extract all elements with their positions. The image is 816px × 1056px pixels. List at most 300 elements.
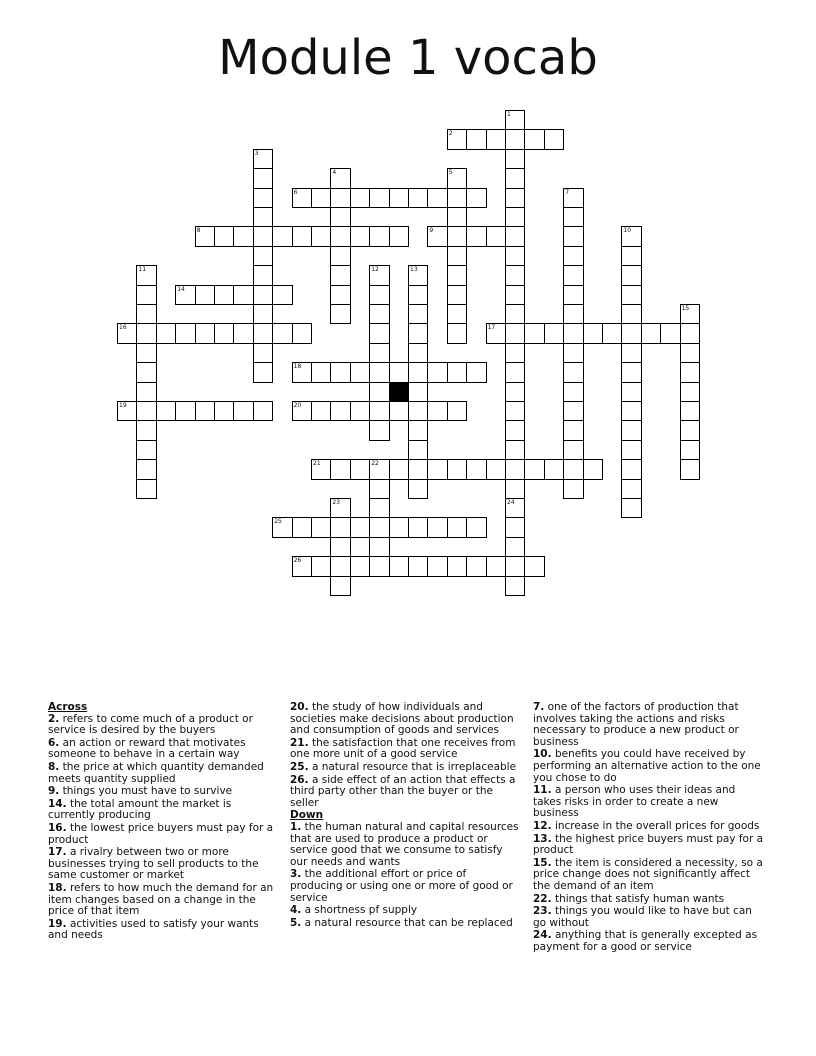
grid-cell[interactable] xyxy=(136,285,156,305)
grid-cell[interactable] xyxy=(233,323,253,343)
grid-cell[interactable] xyxy=(505,207,525,227)
grid-cell[interactable] xyxy=(389,517,409,537)
grid-cell[interactable] xyxy=(447,226,467,246)
down-clue-23: 23. things you would like to have but can go without xyxy=(533,905,752,929)
grid-cell[interactable] xyxy=(505,323,525,343)
grid-cell[interactable] xyxy=(175,401,195,421)
grid-cell[interactable] xyxy=(505,265,525,285)
grid-cell[interactable] xyxy=(369,188,389,208)
grid-cell[interactable] xyxy=(563,343,583,363)
grid-cell[interactable] xyxy=(408,323,428,343)
clue-label: 17. xyxy=(48,846,67,859)
across-clue-9: 9. things you must have to survive xyxy=(48,785,233,798)
grid-cell[interactable] xyxy=(253,226,273,246)
grid-cell[interactable] xyxy=(369,343,389,363)
grid-cell[interactable] xyxy=(680,362,700,382)
across-clue-8: 8. the price at which quantity demanded meets quantity supplied xyxy=(48,760,264,785)
grid-cell[interactable] xyxy=(292,226,312,246)
grid-cell[interactable] xyxy=(563,207,583,227)
grid-cell[interactable] xyxy=(330,517,350,537)
grid-cell[interactable] xyxy=(563,401,583,421)
clue-label: 11. xyxy=(533,784,552,797)
grid-cell[interactable] xyxy=(389,459,409,479)
grid-cell[interactable] xyxy=(563,382,583,402)
grid-cell[interactable] xyxy=(563,479,583,499)
grid-cell[interactable] xyxy=(272,285,292,305)
grid-cell[interactable] xyxy=(447,459,467,479)
grid-cell[interactable] xyxy=(369,479,389,499)
grid-cell[interactable] xyxy=(621,459,641,479)
grid-cell[interactable] xyxy=(466,362,486,382)
grid-cell[interactable] xyxy=(330,304,350,324)
clue-label: 21. xyxy=(290,736,309,749)
grid-cell[interactable] xyxy=(253,362,273,382)
grid-cell[interactable] xyxy=(505,246,525,266)
grid-cell[interactable] xyxy=(330,576,350,596)
grid-cell[interactable] xyxy=(447,265,467,285)
grid-cell[interactable] xyxy=(621,265,641,285)
grid-cell[interactable] xyxy=(524,459,544,479)
grid-cell[interactable] xyxy=(195,285,215,305)
grid-cell[interactable] xyxy=(408,401,428,421)
clue-number: 26 xyxy=(293,557,302,565)
grid-cell[interactable] xyxy=(486,226,506,246)
clue-label: 5. xyxy=(290,916,302,929)
grid-cell[interactable] xyxy=(505,498,525,518)
grid-cell[interactable] xyxy=(330,188,350,208)
grid-cell[interactable] xyxy=(117,323,137,343)
grid-cell[interactable] xyxy=(292,362,312,382)
clue-number: 22 xyxy=(371,460,379,468)
grid-cell[interactable] xyxy=(253,343,273,363)
across-clue-25: 25. a natural resource that is irreplaceable xyxy=(290,760,517,773)
grid-cell[interactable] xyxy=(447,304,467,324)
grid-cell[interactable] xyxy=(408,382,428,402)
grid-cell[interactable] xyxy=(641,323,661,343)
grid-cell[interactable] xyxy=(136,459,156,479)
clue-label: 19. xyxy=(48,917,67,930)
grid-cell[interactable] xyxy=(563,265,583,285)
grid-cell[interactable] xyxy=(680,304,700,324)
grid-cell[interactable] xyxy=(408,265,428,285)
grid-cell[interactable] xyxy=(524,129,544,149)
clue-number: 9 xyxy=(429,227,434,235)
grid-cell[interactable] xyxy=(253,188,273,208)
clue-number: 11 xyxy=(138,266,147,274)
grid-cell[interactable] xyxy=(272,226,292,246)
grid-cell[interactable] xyxy=(292,323,312,343)
grid-cell[interactable] xyxy=(466,226,486,246)
grid-cell[interactable] xyxy=(330,226,350,246)
grid-cell[interactable] xyxy=(292,401,312,421)
clue-label: 25. xyxy=(290,760,309,773)
grid-cell[interactable] xyxy=(505,537,525,557)
grid-cell[interactable] xyxy=(524,556,544,576)
grid-cell[interactable] xyxy=(486,129,506,149)
grid-cell[interactable] xyxy=(621,479,641,499)
grid-cell[interactable] xyxy=(292,556,312,576)
grid-cell[interactable] xyxy=(136,265,156,285)
clue-number: 23 xyxy=(332,499,341,506)
grid-cell[interactable] xyxy=(408,459,428,479)
grid-cell[interactable] xyxy=(214,323,234,343)
grid-cell[interactable] xyxy=(505,459,525,479)
grid-cell[interactable] xyxy=(195,226,215,246)
grid-cell[interactable] xyxy=(330,401,350,421)
down-heading: Down xyxy=(290,809,324,822)
grid-cell[interactable] xyxy=(408,188,428,208)
grid-cell[interactable] xyxy=(505,285,525,305)
grid-cell[interactable] xyxy=(136,401,156,421)
grid-cell[interactable] xyxy=(621,226,641,246)
grid-cell[interactable] xyxy=(408,343,428,363)
grid-cell[interactable] xyxy=(447,556,467,576)
grid-cell[interactable] xyxy=(563,323,583,343)
clue-label: 9. xyxy=(48,785,60,798)
grid-cell[interactable] xyxy=(505,556,525,576)
grid-cell[interactable] xyxy=(408,440,428,460)
clue-number: 1 xyxy=(507,111,511,118)
grid-cell[interactable] xyxy=(330,265,350,285)
grid-cell[interactable] xyxy=(447,323,467,343)
grid-cell[interactable] xyxy=(563,362,583,382)
grid-cell[interactable] xyxy=(195,323,215,343)
grid-cell[interactable] xyxy=(621,323,641,343)
clue-number: 15 xyxy=(681,305,690,312)
grid-cell[interactable] xyxy=(680,459,700,479)
grid-cell[interactable] xyxy=(389,226,409,246)
grid-cell[interactable] xyxy=(680,382,700,402)
clue-number: 2 xyxy=(448,130,453,138)
grid-cell[interactable] xyxy=(369,498,389,518)
grid-cell[interactable] xyxy=(253,246,273,266)
clue-label: 3. xyxy=(290,868,302,881)
grid-cell[interactable] xyxy=(408,420,428,440)
grid-cell[interactable] xyxy=(505,168,525,188)
grid-cell[interactable] xyxy=(350,459,370,479)
grid-cell[interactable] xyxy=(136,382,156,402)
grid-cell[interactable] xyxy=(408,556,428,576)
grid-cell[interactable] xyxy=(253,265,273,285)
clue-number: 3 xyxy=(254,149,259,157)
grid-cell[interactable] xyxy=(233,226,253,246)
clue-label: 20. xyxy=(290,701,309,713)
grid-cell[interactable] xyxy=(350,188,370,208)
grid-cell[interactable] xyxy=(602,323,622,343)
grid-cell[interactable] xyxy=(330,362,350,382)
grid-cell[interactable] xyxy=(175,285,195,305)
grid-cell[interactable] xyxy=(233,285,253,305)
grid-cell[interactable] xyxy=(466,556,486,576)
across-clue-14: 14. the total amount the market is currently producing xyxy=(48,797,232,822)
grid-cell[interactable] xyxy=(505,517,525,537)
grid-cell[interactable] xyxy=(369,323,389,343)
grid-cell[interactable] xyxy=(408,479,428,499)
grid-cell[interactable] xyxy=(330,246,350,266)
clue-number: 12 xyxy=(371,266,379,274)
grid-cell[interactable] xyxy=(563,226,583,246)
grid-cell[interactable] xyxy=(330,207,350,227)
grid-cell[interactable] xyxy=(427,226,447,246)
grid-cell[interactable] xyxy=(369,517,389,537)
clue-number: 4 xyxy=(332,169,337,177)
grid-cell[interactable] xyxy=(621,285,641,305)
grid-cell[interactable] xyxy=(408,517,428,537)
grid-cell[interactable] xyxy=(311,517,331,537)
grid-cell[interactable] xyxy=(563,440,583,460)
grid-cell[interactable] xyxy=(369,382,389,402)
grid-cell[interactable] xyxy=(466,129,486,149)
grid-cell[interactable] xyxy=(466,188,486,208)
grid-cell[interactable] xyxy=(505,343,525,363)
grid-cell[interactable] xyxy=(272,517,292,537)
grid-cell[interactable] xyxy=(350,226,370,246)
grid-cell[interactable] xyxy=(233,401,253,421)
grid-cell[interactable] xyxy=(408,304,428,324)
clue-column-2 xyxy=(290,702,522,930)
grid-cell[interactable] xyxy=(621,401,641,421)
grid-cell[interactable] xyxy=(369,556,389,576)
clue-label: 14. xyxy=(48,797,67,810)
clue-column-3 xyxy=(533,702,765,954)
grid-cell[interactable] xyxy=(253,285,273,305)
grid-cell[interactable] xyxy=(175,323,195,343)
across-clue-2: 2. refers to come much of a product or service is desired by the buyers xyxy=(48,712,253,737)
grid-cell[interactable] xyxy=(621,498,641,518)
grid-cell[interactable] xyxy=(253,304,273,324)
grid-cell[interactable] xyxy=(447,362,467,382)
clue-number: 25 xyxy=(274,518,282,526)
grid-cell[interactable] xyxy=(369,459,389,479)
down-clue-5: 5. a natural resource that can be replaced xyxy=(290,916,513,929)
clue-label: 10. xyxy=(533,748,552,761)
grid-cell[interactable] xyxy=(253,323,273,343)
grid-cell[interactable] xyxy=(447,129,467,149)
grid-cell[interactable] xyxy=(563,420,583,440)
across-clue-17: 17. a rivalry between two or more businesses trying to sell products to the same customer or market xyxy=(48,846,259,882)
grid-cell[interactable] xyxy=(214,226,234,246)
grid-cell[interactable] xyxy=(621,420,641,440)
grid-cell[interactable] xyxy=(583,323,603,343)
grid-cell[interactable] xyxy=(369,420,389,440)
grid-cell[interactable] xyxy=(505,304,525,324)
grid-cell[interactable] xyxy=(330,498,350,518)
grid-cell[interactable] xyxy=(136,479,156,499)
grid-cell[interactable] xyxy=(330,537,350,557)
grid-cell[interactable] xyxy=(369,285,389,305)
across-clue-21: 21. the satisfaction that one receives from one more unit of a good service xyxy=(290,736,516,761)
grid-cell[interactable] xyxy=(408,362,428,382)
grid-cell[interactable] xyxy=(369,265,389,285)
grid-cell[interactable] xyxy=(680,343,700,363)
grid-cell[interactable] xyxy=(156,401,176,421)
grid-cell[interactable] xyxy=(447,188,467,208)
grid-cell[interactable] xyxy=(136,440,156,460)
grid-cell[interactable] xyxy=(563,246,583,266)
grid-cell[interactable] xyxy=(350,556,370,576)
grid-cell[interactable] xyxy=(253,149,273,169)
grid-cell[interactable] xyxy=(253,401,273,421)
grid-cell[interactable] xyxy=(621,382,641,402)
grid-cell[interactable] xyxy=(350,362,370,382)
clue-label: 23. xyxy=(533,905,552,918)
down-clue-13: 13. the highest price buyers must pay for a product xyxy=(533,832,764,857)
grid-cell[interactable] xyxy=(427,459,447,479)
grid-cell[interactable] xyxy=(369,401,389,421)
grid-cell[interactable] xyxy=(466,517,486,537)
grid-cell[interactable] xyxy=(486,459,506,479)
grid-cell[interactable] xyxy=(389,188,409,208)
grid-cell[interactable] xyxy=(680,440,700,460)
grid-cell[interactable] xyxy=(330,285,350,305)
grid-cell[interactable] xyxy=(253,168,273,188)
grid-cell[interactable] xyxy=(505,110,525,130)
clue-label: 4. xyxy=(290,904,302,917)
page-title: Module 1 vocab xyxy=(218,30,598,86)
clue-label: 1. xyxy=(290,820,302,833)
grid-cell[interactable] xyxy=(117,401,137,421)
clue-label: 16. xyxy=(48,821,67,834)
grid-cell[interactable] xyxy=(505,401,525,421)
clue-label: 8. xyxy=(48,760,60,773)
grid-cell[interactable] xyxy=(427,517,447,537)
grid-cell[interactable] xyxy=(292,517,312,537)
grid-cell[interactable] xyxy=(544,129,564,149)
grid-cell[interactable] xyxy=(505,440,525,460)
grid-cell[interactable] xyxy=(311,556,331,576)
grid-cell[interactable] xyxy=(253,207,273,227)
grid-cell[interactable] xyxy=(136,420,156,440)
down-clue-24: 24. anything that is generally excepted as payment for a good or service xyxy=(533,929,758,953)
grid-cell[interactable] xyxy=(311,362,331,382)
grid-cell[interactable] xyxy=(621,440,641,460)
grid-cell[interactable] xyxy=(427,556,447,576)
grid-cell[interactable] xyxy=(350,517,370,537)
down-clue-11: 11. a person who uses their ideas and takes risks in order to create a new business xyxy=(533,784,736,820)
clue-number: 20 xyxy=(293,402,302,409)
grid-cell[interactable] xyxy=(136,343,156,363)
grid-cell[interactable] xyxy=(505,420,525,440)
down-clue-7: 7. one of the factors of production that involves taking the actions and risks necessary to produce a new product or business xyxy=(533,701,739,748)
grid-cell[interactable] xyxy=(563,304,583,324)
grid-cell[interactable] xyxy=(447,517,467,537)
grid-cell[interactable] xyxy=(214,285,234,305)
grid-cell[interactable] xyxy=(369,537,389,557)
grid-cell[interactable] xyxy=(447,207,467,227)
down-clue-1: 1. the human natural and capital resources that are used to produce a product or service good that we consume to satisfy our needs and wants xyxy=(290,820,519,868)
clue-column-1 xyxy=(48,702,280,943)
grid-cell[interactable] xyxy=(136,362,156,382)
across-clue-26: 26. a side effect of an action that effects a third party other than the buyer or the seller xyxy=(290,773,516,809)
grid-cell[interactable] xyxy=(330,556,350,576)
grid-cell[interactable] xyxy=(583,459,603,479)
grid-cell[interactable] xyxy=(389,556,409,576)
grid-cell[interactable] xyxy=(369,304,389,324)
grid-cell[interactable] xyxy=(311,226,331,246)
grid-cell[interactable] xyxy=(447,285,467,305)
clue-label: 13. xyxy=(533,832,552,845)
grid-cell[interactable] xyxy=(369,226,389,246)
grid-cell[interactable] xyxy=(311,459,331,479)
grid-cell[interactable] xyxy=(544,459,564,479)
across-clue-18: 18. refers to how much the demand for an item changes based on a change in the price of that item xyxy=(48,881,274,918)
grid-cell[interactable] xyxy=(311,188,331,208)
clue-label: 24. xyxy=(533,929,552,942)
grid-cell[interactable] xyxy=(621,343,641,363)
clue-label: 22. xyxy=(533,892,552,905)
grid-cell[interactable] xyxy=(621,304,641,324)
grid-cell[interactable] xyxy=(156,323,176,343)
grid-cell[interactable] xyxy=(389,362,409,382)
clue-number: 14 xyxy=(177,285,185,293)
clue-number: 16 xyxy=(119,324,127,332)
grid-cell[interactable] xyxy=(505,479,525,499)
grid-cell[interactable] xyxy=(427,362,447,382)
grid-cell[interactable] xyxy=(505,188,525,208)
grid-cell[interactable] xyxy=(447,168,467,188)
grid-cell[interactable] xyxy=(563,285,583,305)
grid-cell[interactable] xyxy=(621,246,641,266)
clue-label: 7. xyxy=(533,701,545,713)
grid-cell[interactable] xyxy=(680,401,700,421)
clue-label: 26. xyxy=(290,773,309,786)
clue-number: 10 xyxy=(623,227,632,235)
grid-cell[interactable] xyxy=(136,323,156,343)
grid-cell[interactable] xyxy=(505,576,525,596)
grid-cell[interactable] xyxy=(427,401,447,421)
grid-cell[interactable] xyxy=(447,401,467,421)
grid-cell[interactable] xyxy=(195,401,215,421)
across-clue-16: 16. the lowest price buyers must pay for a product xyxy=(48,821,274,846)
grid-cell[interactable] xyxy=(524,323,544,343)
grid-cell[interactable] xyxy=(447,246,467,266)
grid-cell[interactable] xyxy=(350,401,370,421)
clue-number: 13 xyxy=(410,266,418,274)
grid-cell[interactable] xyxy=(505,226,525,246)
clue-number: 24 xyxy=(507,499,515,506)
grid-cell[interactable] xyxy=(330,168,350,188)
across-clue-6: 6. an action or reward that motivates someone to behave in a certain way xyxy=(48,736,246,761)
grid-cell[interactable] xyxy=(563,459,583,479)
grid-cell[interactable] xyxy=(330,459,350,479)
clue-number: 7 xyxy=(565,188,570,196)
grid-cell[interactable] xyxy=(311,401,331,421)
grid-cell[interactable] xyxy=(214,401,234,421)
grid-cell[interactable] xyxy=(408,285,428,305)
grid-cell[interactable] xyxy=(621,362,641,382)
clue-label: 6. xyxy=(48,736,60,749)
grid-cell[interactable] xyxy=(466,459,486,479)
grid-cell[interactable] xyxy=(544,323,564,343)
grid-cell[interactable] xyxy=(680,420,700,440)
grid-cell[interactable] xyxy=(292,188,312,208)
grid-cell[interactable] xyxy=(563,188,583,208)
grid-cell[interactable] xyxy=(369,362,389,382)
grid-cell[interactable] xyxy=(505,129,525,149)
grid-cell[interactable] xyxy=(427,188,447,208)
grid-cell[interactable] xyxy=(680,323,700,343)
clue-number: 18 xyxy=(293,363,302,371)
grid-cell[interactable] xyxy=(505,382,525,402)
grid-cell[interactable] xyxy=(505,149,525,169)
grid-cell[interactable] xyxy=(505,362,525,382)
grid-cell[interactable] xyxy=(389,401,409,421)
grid-cell[interactable] xyxy=(272,323,292,343)
grid-cell[interactable] xyxy=(660,323,680,343)
grid-cell[interactable] xyxy=(136,304,156,324)
grid-cell[interactable] xyxy=(486,323,506,343)
grid-cell[interactable] xyxy=(486,556,506,576)
